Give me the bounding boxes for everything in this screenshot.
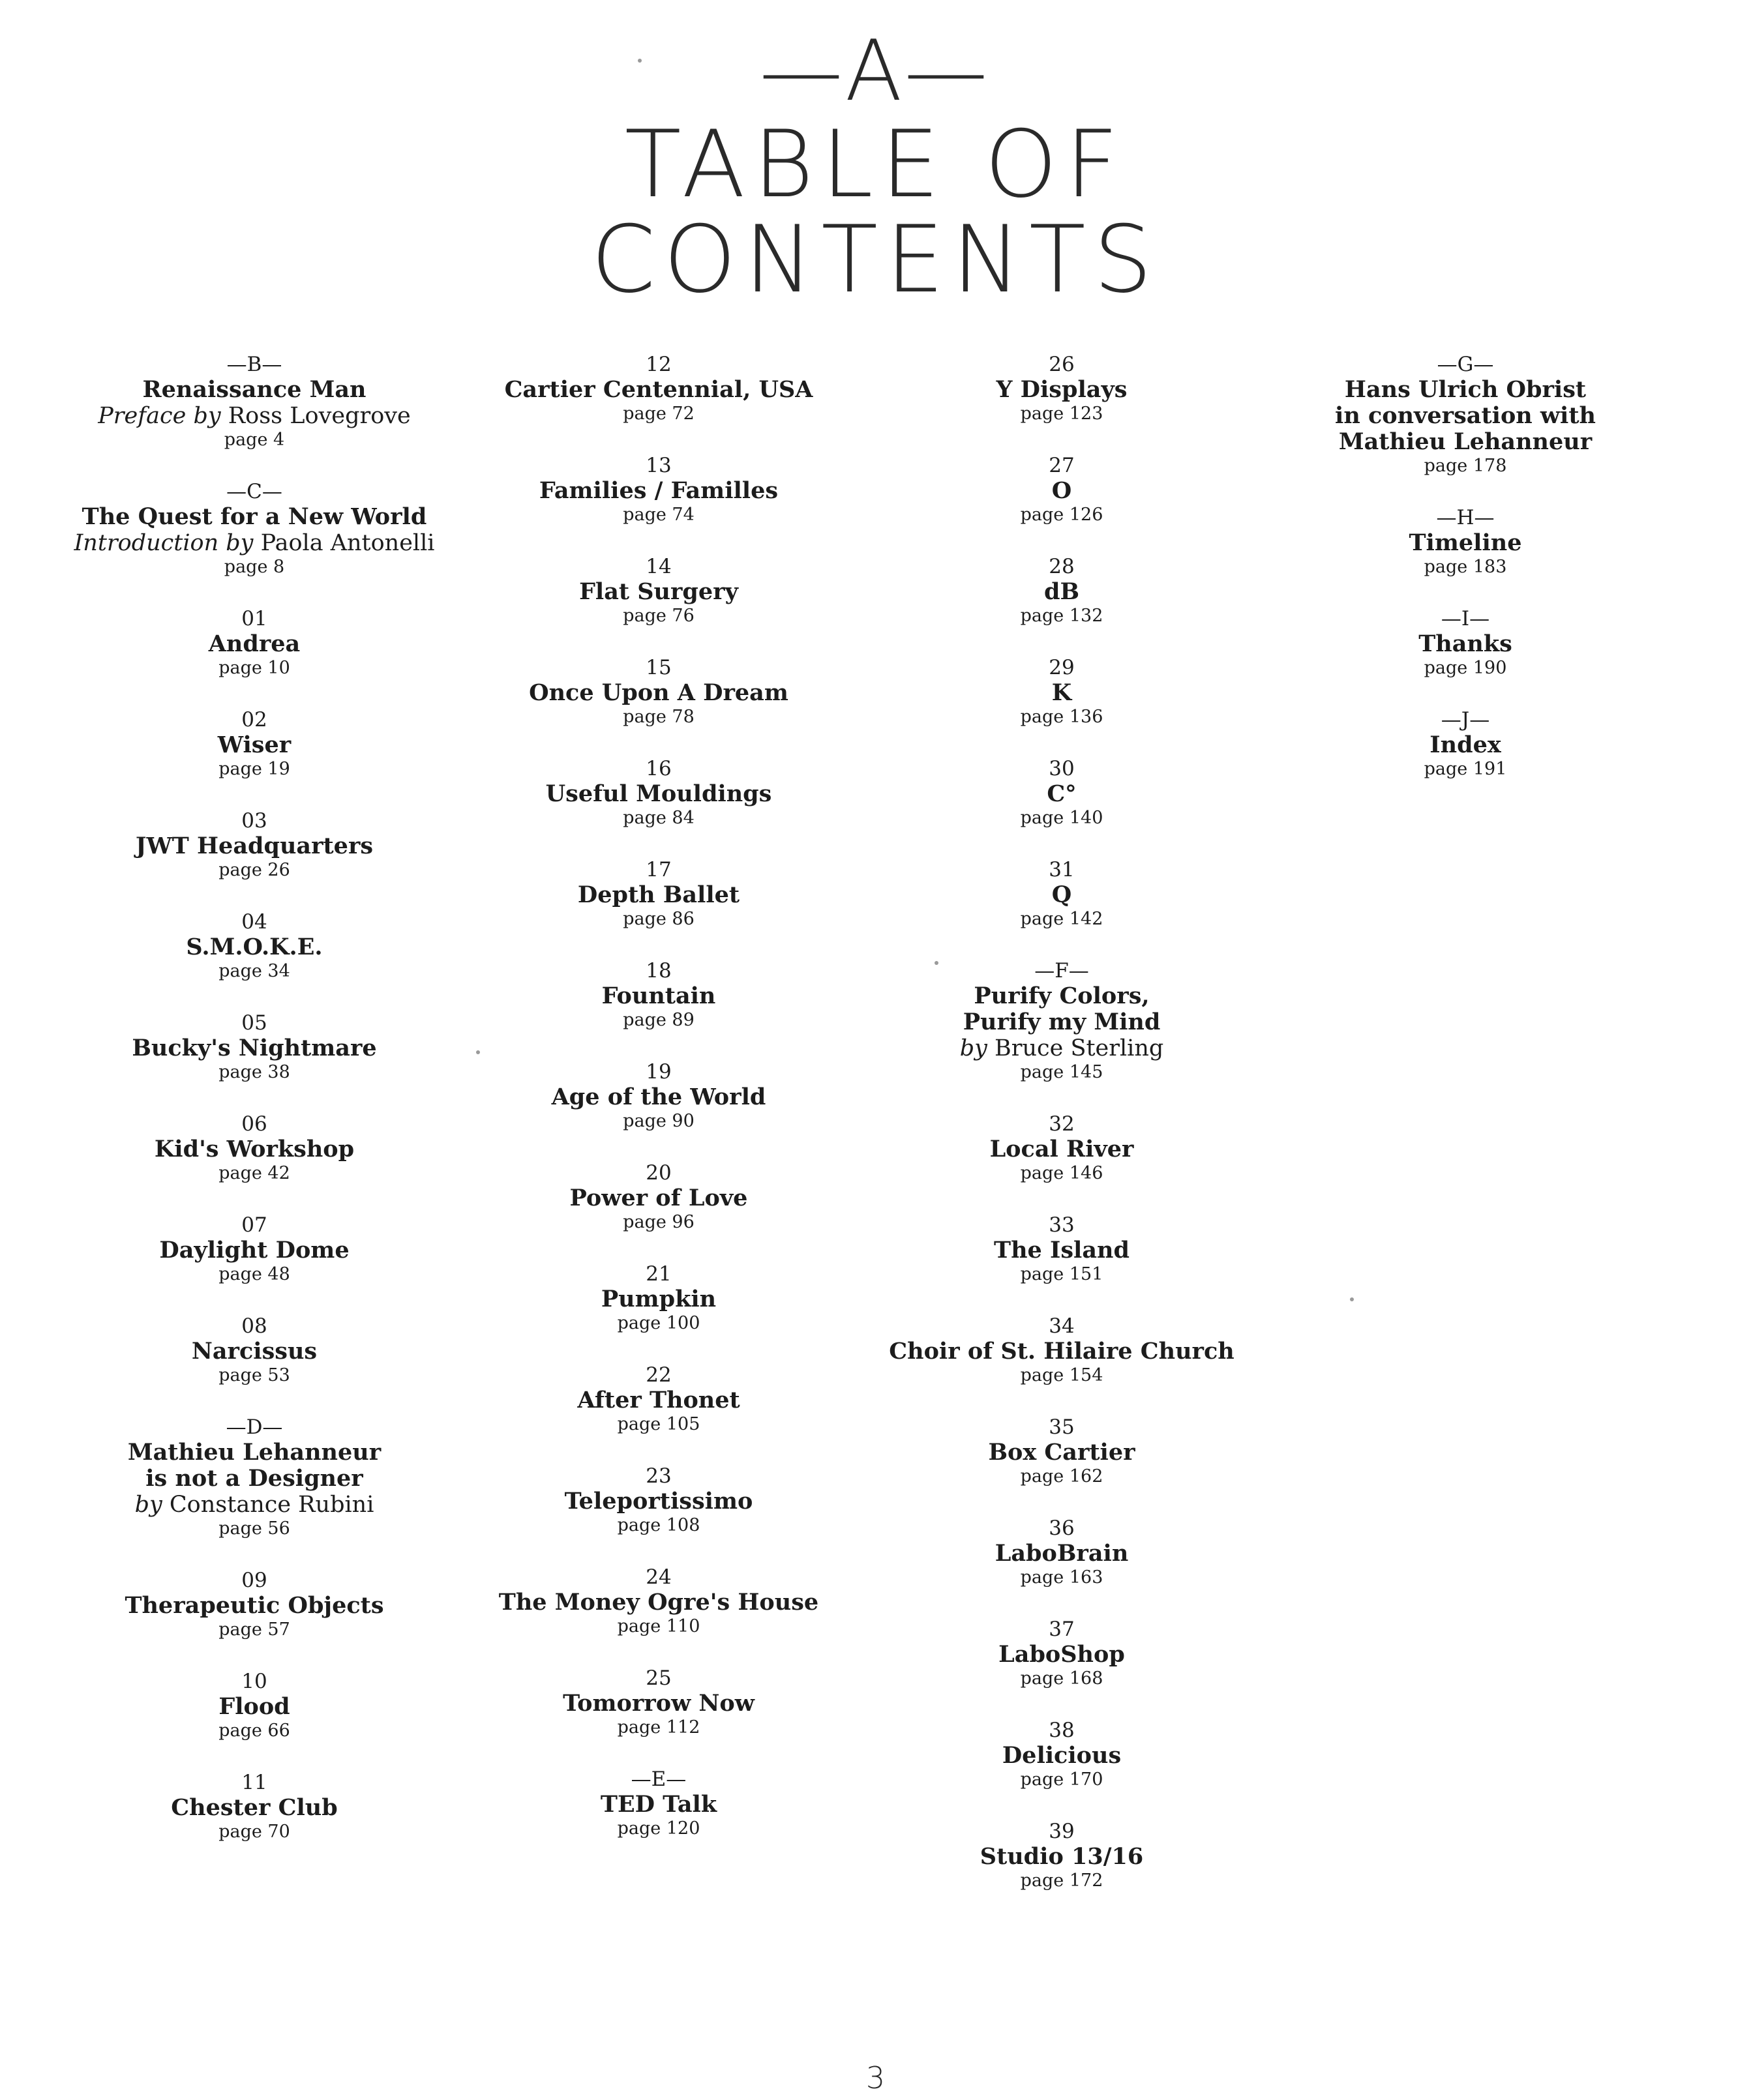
toc-entry [52, 808, 456, 910]
entry-title: Depth Ballet [577, 881, 740, 908]
entry-page: page 42 [218, 1163, 290, 1183]
entry-page: page 57 [218, 1619, 290, 1640]
entry-title: Useful Mouldings [545, 780, 772, 807]
byline-author: Paola Antonelli [260, 530, 435, 556]
toc-entry [860, 1819, 1264, 1920]
entry-page: page 170 [1020, 1769, 1103, 1790]
toc-entry [860, 554, 1264, 655]
dust-speck [1350, 1297, 1354, 1301]
entry-title: LaboShop [998, 1641, 1125, 1668]
entry-title: S.M.O.K.E. [186, 934, 323, 960]
toc-entry [456, 1363, 861, 1464]
entry-page: page 151 [1020, 1264, 1103, 1284]
byline-author: Constance Rubini [169, 1492, 374, 1518]
entry-title: Box Cartier [988, 1439, 1135, 1466]
toc-entry [860, 352, 1264, 453]
entry-number: 13 [646, 454, 672, 477]
toc-entry [52, 479, 456, 606]
entry-page: page 105 [617, 1414, 700, 1434]
entry-title: JWT Headquarters [135, 833, 374, 859]
entry-page: page 140 [1020, 808, 1103, 828]
entry-number: 20 [646, 1161, 672, 1185]
entry-page: page 146 [1020, 1163, 1103, 1183]
entry-page: page 8 [224, 557, 285, 577]
entry-title: Once Upon A Dream [529, 679, 788, 706]
entry-title: Bucky's Nightmare [132, 1035, 377, 1061]
toc-entry [860, 857, 1264, 958]
entry-number: 38 [1049, 1719, 1075, 1742]
toc-entry [860, 1112, 1264, 1213]
entry-page: page 78 [623, 707, 695, 727]
entry-number: 07 [241, 1213, 267, 1237]
entry-number: 02 [241, 708, 267, 732]
toc-entry [52, 910, 456, 1011]
entry-number: 03 [241, 809, 267, 833]
entry-title: Cartier Centennial, USA [504, 376, 813, 403]
entry-title: Purify my Mind [963, 1009, 1161, 1035]
dust-speck [638, 59, 642, 63]
entry-number: 34 [1049, 1314, 1075, 1338]
toc-entry [456, 1059, 861, 1161]
entry-number: 25 [646, 1666, 672, 1690]
entry-title: in conversation with [1335, 402, 1596, 429]
entry-page: page 90 [623, 1111, 695, 1131]
entry-page: page 96 [623, 1212, 695, 1232]
entry-number: 17 [646, 858, 672, 881]
entry-page: page 112 [617, 1717, 700, 1738]
entry-number: 01 [241, 607, 267, 630]
section-marker: —I— [1441, 607, 1490, 630]
entry-page: page 132 [1020, 606, 1103, 626]
entry-number: 11 [241, 1771, 267, 1794]
entry-byline [52, 530, 456, 556]
toc-entry [860, 958, 1264, 1112]
entry-number: 33 [1049, 1213, 1075, 1237]
entry-number: 06 [241, 1112, 267, 1136]
toc-entry [860, 453, 1264, 554]
entry-page: page 26 [218, 860, 290, 880]
entry-number: 18 [646, 959, 672, 983]
entry-number: 29 [1049, 656, 1075, 679]
entry-number: 35 [1049, 1415, 1075, 1439]
entry-page: page 72 [623, 404, 695, 424]
toc-entry [456, 756, 861, 857]
byline-prefix: by [959, 1035, 987, 1061]
entry-page: page 136 [1020, 707, 1103, 727]
entry-title: is not a Designer [145, 1465, 363, 1492]
toc-header [0, 23, 1751, 314]
entry-byline [52, 403, 456, 429]
entry-number: 36 [1049, 1516, 1075, 1540]
entry-page: page 172 [1020, 1871, 1103, 1891]
toc-entry [456, 1767, 861, 1868]
toc-entry [860, 1617, 1264, 1718]
entry-title: Tomorrow Now [563, 1690, 755, 1717]
toc-column-2 [456, 352, 861, 1868]
entry-number: 24 [646, 1565, 672, 1589]
entry-byline [860, 1035, 1264, 1061]
entry-title: Q [1051, 881, 1072, 908]
entry-page: page 53 [218, 1365, 290, 1385]
entry-title: Y Displays [996, 376, 1128, 403]
entry-page: page 74 [623, 505, 695, 525]
page-title-line-1: TABLE OF [624, 111, 1127, 218]
toc-entry [52, 1314, 456, 1415]
toc-entry [456, 958, 861, 1059]
entry-title: Local River [989, 1136, 1134, 1162]
entry-title: Purify Colors, [974, 983, 1150, 1009]
section-marker: —C— [226, 480, 282, 503]
toc-entry [1263, 707, 1668, 808]
entry-title: The Quest for a New World [82, 503, 427, 530]
dust-speck [476, 1050, 480, 1054]
entry-page: page 168 [1020, 1668, 1103, 1689]
entry-page: page 84 [623, 808, 695, 828]
toc-entry [860, 1415, 1264, 1516]
toc-entry [456, 1666, 861, 1767]
entry-page: page 191 [1424, 759, 1507, 779]
entry-title: Choir of St. Hilaire Church [889, 1338, 1235, 1365]
entry-title: C° [1047, 780, 1077, 807]
section-letter: —A— [759, 23, 992, 120]
entry-title: Age of the World [551, 1084, 766, 1110]
toc-column-1 [52, 352, 456, 1871]
entry-number: 16 [646, 757, 672, 780]
entry-page: page 48 [218, 1264, 290, 1284]
entry-number: 22 [646, 1363, 672, 1387]
entry-page: page 110 [617, 1616, 700, 1636]
section-marker: —B— [226, 353, 282, 376]
toc-entry [456, 1565, 861, 1666]
toc-entry [52, 1568, 456, 1669]
entry-number: 30 [1049, 757, 1075, 780]
entry-title: LaboBrain [995, 1540, 1129, 1567]
entry-number: 23 [646, 1464, 672, 1488]
toc-entry [52, 606, 456, 707]
page-number: 3 [865, 2060, 886, 2095]
toc-entry [52, 1770, 456, 1871]
toc-entry [456, 554, 861, 655]
entry-title: Mathieu Lehanneur [1338, 428, 1593, 455]
entry-page: page 183 [1424, 557, 1507, 577]
entry-title: dB [1043, 578, 1080, 605]
dust-speck [935, 961, 938, 965]
entry-page: page 89 [623, 1010, 695, 1030]
section-marker: —J— [1441, 708, 1490, 732]
entry-title: Studio 13/16 [980, 1843, 1144, 1870]
entry-number: 26 [1049, 353, 1075, 376]
page-title-line-2: CONTENTS [591, 206, 1160, 314]
entry-title: O [1051, 477, 1072, 504]
entry-title: Fountain [601, 983, 716, 1009]
section-marker: —D— [226, 1415, 283, 1439]
entry-title: Andrea [208, 630, 301, 657]
byline-author: Bruce Sterling [995, 1035, 1164, 1061]
toc-entry [456, 655, 861, 756]
entry-number: 09 [241, 1569, 267, 1592]
entry-title: Families / Familles [539, 477, 779, 504]
entry-page: page 34 [218, 961, 290, 981]
entry-title: Delicious [1002, 1742, 1122, 1769]
entry-title: Chester Club [171, 1794, 338, 1821]
entry-title: Thanks [1418, 630, 1512, 657]
entry-number: 05 [241, 1011, 267, 1035]
entry-page: page 19 [218, 759, 290, 779]
toc-entry [52, 1213, 456, 1314]
entry-number: 31 [1049, 858, 1075, 881]
entry-page: page 162 [1020, 1466, 1103, 1486]
entry-title: Timeline [1409, 529, 1522, 556]
toc-entry [456, 1161, 861, 1262]
toc-entry [860, 1314, 1264, 1415]
entry-title: The Island [994, 1237, 1130, 1264]
entry-number: 37 [1049, 1618, 1075, 1641]
section-marker: —H— [1436, 506, 1495, 529]
byline-prefix: Introduction by [74, 530, 254, 556]
entry-page: page 66 [218, 1721, 290, 1741]
toc-entry [52, 1669, 456, 1770]
entry-title: Pumpkin [601, 1286, 717, 1312]
toc-entry [456, 352, 861, 453]
toc-entry [1263, 352, 1668, 505]
toc-entry [456, 1262, 861, 1363]
entry-page: page 178 [1424, 456, 1507, 476]
entry-page: page 142 [1020, 909, 1103, 929]
entry-number: 19 [646, 1060, 672, 1084]
entry-title: Daylight Dome [159, 1237, 350, 1264]
byline-prefix: by [134, 1492, 162, 1518]
entry-title: Index [1429, 732, 1501, 758]
entry-number: 21 [646, 1262, 672, 1286]
toc-entry [860, 1718, 1264, 1819]
entry-number: 32 [1049, 1112, 1075, 1136]
toc-entry [1263, 505, 1668, 606]
entry-title: Hans Ulrich Obrist [1344, 376, 1587, 403]
entry-title: TED Talk [600, 1791, 717, 1818]
entry-title: The Money Ogre's House [498, 1589, 819, 1616]
toc-entry [456, 857, 861, 958]
entry-number: 10 [241, 1670, 267, 1693]
byline-prefix: Preface by [98, 403, 221, 429]
toc-entry [860, 1213, 1264, 1314]
toc-entry [860, 655, 1264, 756]
section-marker: —F— [1034, 959, 1089, 983]
entry-title: Power of Love [569, 1185, 748, 1211]
toc-entry [456, 1464, 861, 1565]
toc-entry [456, 453, 861, 554]
entry-page: page 38 [218, 1062, 290, 1082]
entry-page: page 100 [617, 1313, 700, 1333]
entry-byline [52, 1492, 456, 1518]
entry-title: Renaissance Man [142, 376, 367, 403]
toc-column-4 [1263, 352, 1668, 808]
entry-page: page 10 [218, 658, 290, 678]
entry-title: Narcissus [191, 1338, 318, 1365]
section-marker: —E— [631, 1767, 687, 1791]
entry-title: Therapeutic Objects [125, 1592, 384, 1619]
toc-entry [52, 707, 456, 808]
toc-column-3 [860, 352, 1264, 1920]
toc-entry [860, 1516, 1264, 1617]
entry-page: page 126 [1020, 505, 1103, 525]
entry-number: 14 [646, 555, 672, 578]
entry-page: page 190 [1424, 658, 1507, 678]
entry-page: page 163 [1020, 1567, 1103, 1588]
toc-entry [860, 756, 1264, 857]
entry-title: Kid's Workshop [154, 1136, 355, 1162]
entry-number: 15 [646, 656, 672, 679]
toc-entry [52, 1415, 456, 1568]
toc-entry [52, 352, 456, 479]
entry-number: 39 [1049, 1820, 1075, 1843]
entry-number: 27 [1049, 454, 1075, 477]
entry-title: After Thonet [577, 1387, 740, 1413]
toc-entry [52, 1011, 456, 1112]
entry-page: page 154 [1020, 1365, 1103, 1385]
entry-page: page 56 [218, 1518, 290, 1539]
entry-page: page 70 [218, 1822, 290, 1842]
byline-author: Ross Lovegrove [228, 403, 411, 429]
entry-title: Wiser [217, 732, 292, 758]
entry-number: 08 [241, 1314, 267, 1338]
entry-title: Teleportissimo [564, 1488, 753, 1515]
entry-page: page 145 [1020, 1062, 1103, 1082]
entry-page: page 108 [617, 1515, 700, 1535]
entry-title: Flat Surgery [579, 578, 738, 605]
entry-page: page 4 [224, 430, 285, 450]
entry-number: 12 [646, 353, 672, 376]
entry-title: Mathieu Lehanneur [127, 1439, 382, 1466]
section-marker: —G— [1437, 353, 1494, 376]
entry-number: 28 [1049, 555, 1075, 578]
entry-title: K [1051, 679, 1072, 706]
entry-page: page 123 [1020, 404, 1103, 424]
entry-title: Flood [218, 1693, 290, 1720]
entry-page: page 86 [623, 909, 695, 929]
entry-number: 04 [241, 910, 267, 934]
entry-page: page 120 [617, 1818, 700, 1839]
toc-entry [1263, 606, 1668, 707]
entry-page: page 76 [623, 606, 695, 626]
toc-entry [52, 1112, 456, 1213]
